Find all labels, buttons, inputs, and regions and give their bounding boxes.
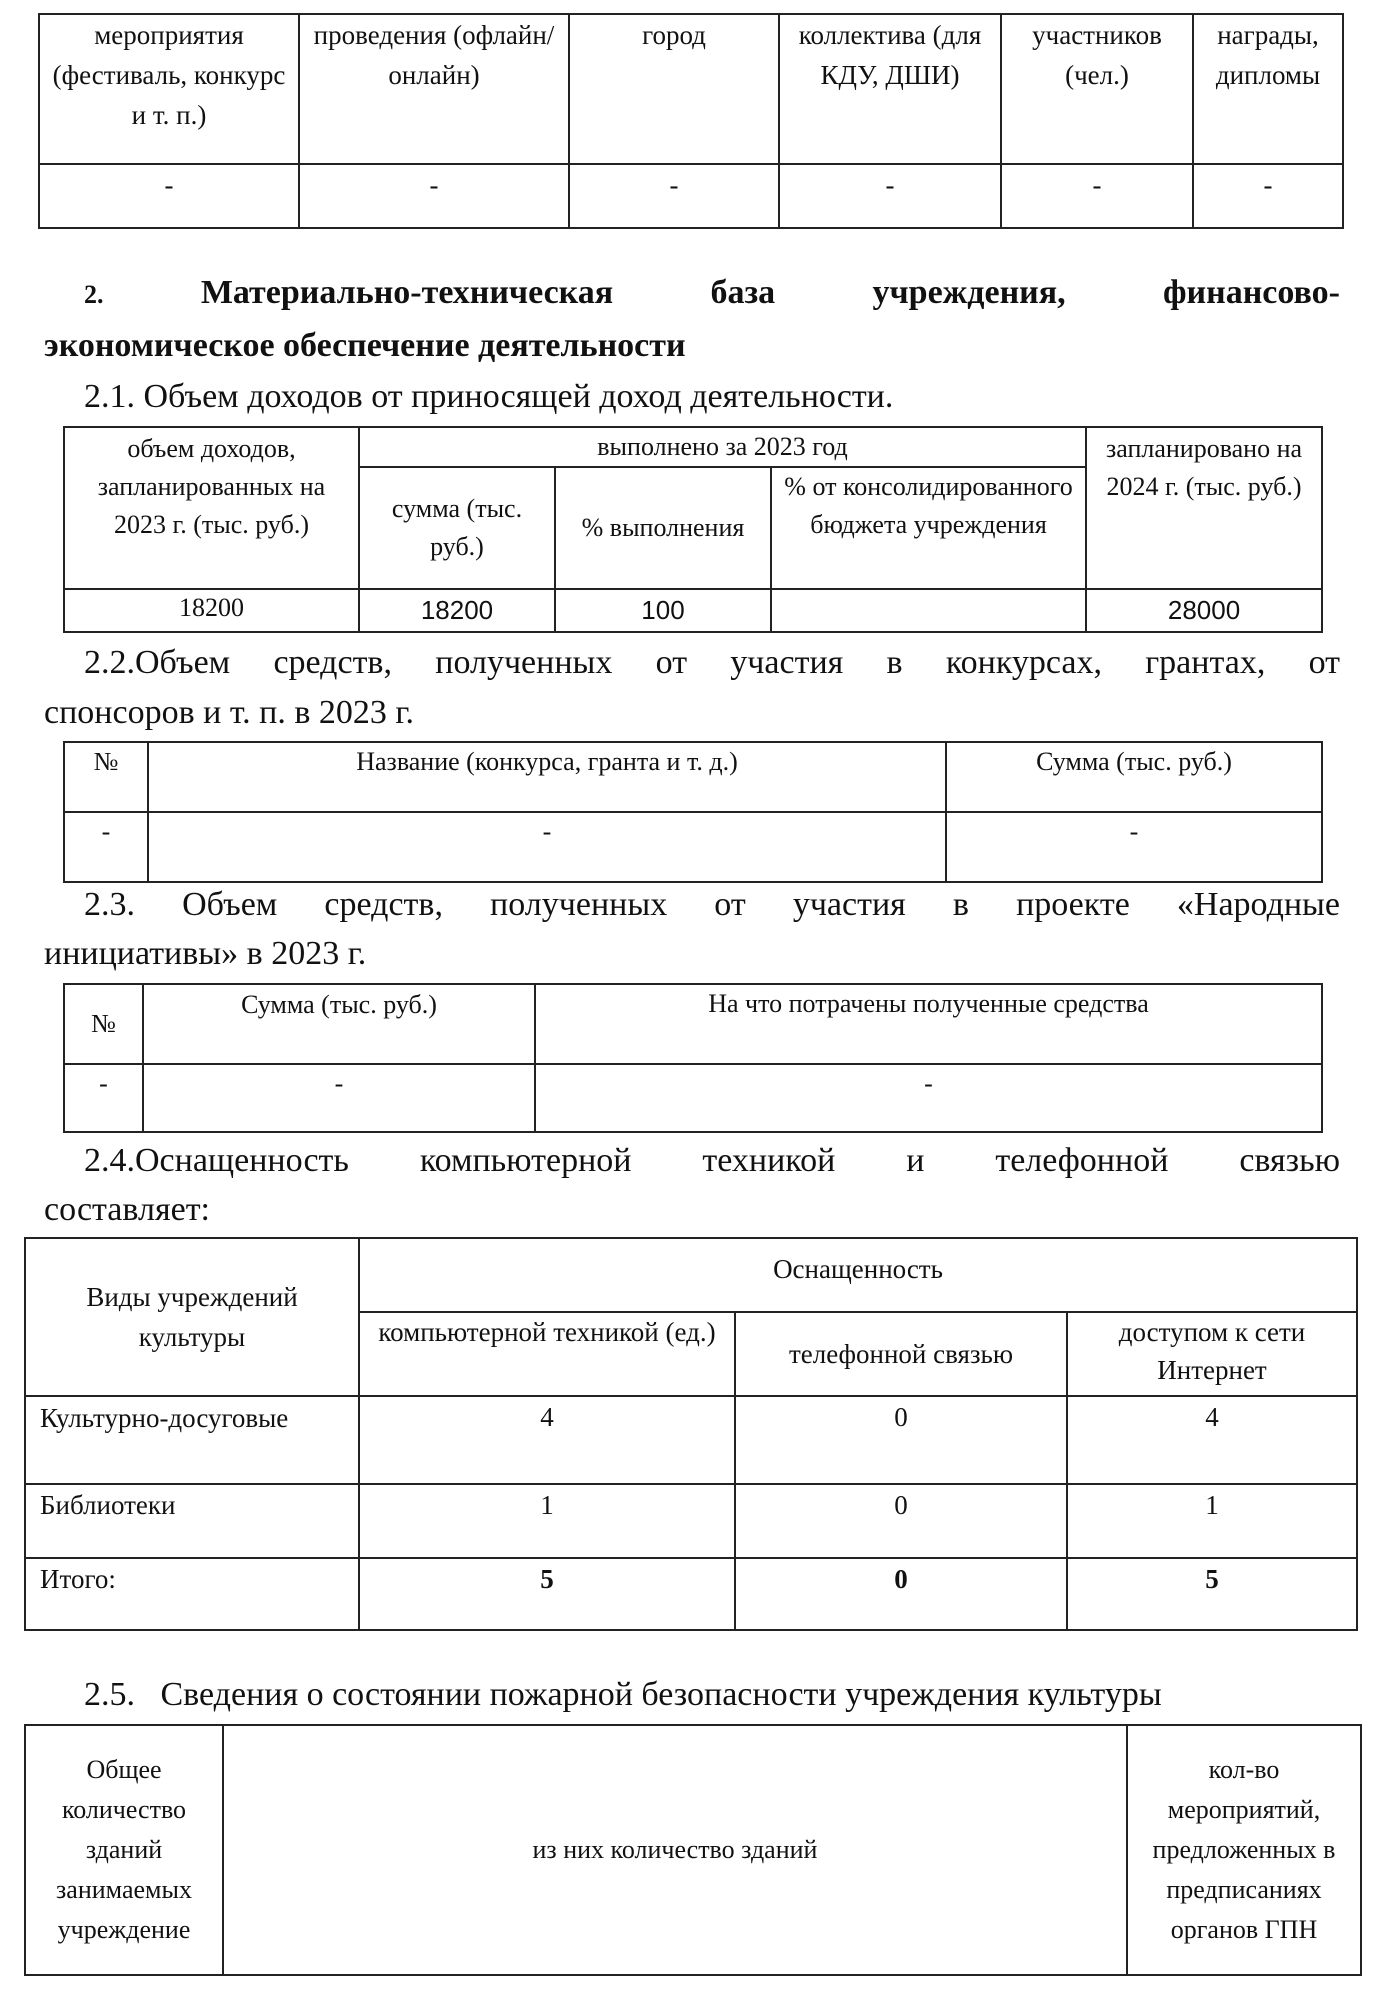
table-row — [64, 589, 1322, 632]
table-cell: 0 — [735, 1396, 1067, 1484]
header-cell: Оснащенность — [359, 1238, 1357, 1312]
fire-safety-table — [24, 1724, 1362, 1976]
table-cell: 1 — [1067, 1484, 1357, 1558]
section-2-3-line1: 2.3. Объем средств, полученных от участия в проекте «Народные — [84, 886, 1340, 923]
table-row — [25, 1396, 1357, 1484]
events-table — [38, 13, 1344, 229]
table-cell: - — [64, 1064, 143, 1132]
table-cell: 4 — [359, 1396, 735, 1484]
table-cell: 100 — [555, 589, 771, 632]
header-cell: Виды учреждений культуры — [25, 1238, 359, 1396]
table-cell: 5 — [1067, 1558, 1357, 1630]
table-header-row — [64, 427, 1322, 467]
section-2-2-line2: спонсоров и т. п. в 2023 г. — [44, 694, 414, 731]
table-cell: 18200 — [64, 589, 359, 632]
header-cell: награды, дипломы — [1193, 14, 1343, 164]
table-cell: - — [299, 164, 569, 228]
table-cell: 5 — [359, 1558, 735, 1630]
section-2-3-line2: инициативы» в 2023 г. — [44, 935, 367, 972]
header-cell: сумма (тыс. руб.) — [359, 467, 555, 589]
table-row — [25, 1484, 1357, 1558]
header-cell: кол-во мероприятий, предложенных в предписаниях органов ГПН — [1127, 1725, 1361, 1975]
header-cell: из них количество зданий — [223, 1725, 1127, 1975]
header-cell: Общее количество зданий занимаемых учреждение — [25, 1725, 223, 1975]
header-cell: объем доходов, запланированных на 2023 г. (тыс. руб.) — [64, 427, 359, 589]
section-2-4-line2: составляет: — [44, 1191, 210, 1228]
table-cell: 18200 — [359, 589, 555, 632]
header-cell: № — [64, 984, 143, 1064]
row-label: Культурно-досуговые — [25, 1396, 359, 1484]
header-cell: На что потрачены полученные средства — [535, 984, 1322, 1064]
table-cell: 1 — [359, 1484, 735, 1558]
table-cell: - — [946, 812, 1322, 882]
section-2-title-text: Материально-техническая база учреждения, финансово- — [200, 274, 1340, 311]
income-table — [63, 426, 1323, 633]
header-cell: выполнено за 2023 год — [359, 427, 1086, 467]
table-header-row — [64, 984, 1322, 1064]
row-label: Итого: — [25, 1558, 359, 1630]
header-cell: % выполнения — [555, 467, 771, 589]
initiatives-table — [63, 983, 1323, 1133]
header-cell: Название (конкурса, гранта и т. д.) — [148, 742, 946, 812]
table-cell: - — [64, 812, 148, 882]
table-cell: - — [569, 164, 779, 228]
table-cell: 0 — [735, 1484, 1067, 1558]
section-2-1-heading: 2.1. Объем доходов от приносящей доход деятельности. — [84, 378, 894, 415]
section-2-5-heading: 2.5. Сведения о состоянии пожарной безопасности учреждения культуры — [84, 1676, 1162, 1713]
table-cell: - — [779, 164, 1001, 228]
table-row — [64, 812, 1322, 882]
table-cell: - — [1193, 164, 1343, 228]
table-cell: - — [148, 812, 946, 882]
header-cell: доступом к сети Интернет — [1067, 1312, 1357, 1396]
section-2-2-line1: 2.2.Объем средств, полученных от участия в конкурсах, грантах, от — [84, 644, 1340, 681]
table-row — [25, 1558, 1357, 1630]
header-cell: запланировано на 2024 г. (тыс. руб.) — [1086, 427, 1322, 589]
header-cell: № — [64, 742, 148, 812]
table-row — [39, 164, 1343, 228]
equipment-table — [24, 1237, 1358, 1631]
header-cell: телефонной связью — [735, 1312, 1067, 1396]
table-header-row — [25, 1725, 1361, 1975]
section-2-4-line1: 2.4.Оснащенность компьютерной техникой и телефонной связью — [84, 1142, 1340, 1179]
table-cell — [771, 589, 1086, 632]
table-header-row — [39, 14, 1343, 164]
section-2-number: 2. — [84, 280, 104, 309]
header-cell: проведения (офлайн/онлайн) — [299, 14, 569, 164]
header-cell: Сумма (тыс. руб.) — [143, 984, 535, 1064]
header-cell: Сумма (тыс. руб.) — [946, 742, 1322, 812]
table-row — [64, 1064, 1322, 1132]
header-cell: % от консолидированного бюджета учреждения — [771, 467, 1086, 589]
table-cell: 4 — [1067, 1396, 1357, 1484]
table-cell: 28000 — [1086, 589, 1322, 632]
header-cell: участников (чел.) — [1001, 14, 1193, 164]
table-cell: 0 — [735, 1558, 1067, 1630]
table-header-row — [25, 1238, 1357, 1312]
header-cell: коллектива (для КДУ, ДШИ) — [779, 14, 1001, 164]
table-cell: - — [39, 164, 299, 228]
header-cell: мероприятия (фестиваль, конкурс и т. п.) — [39, 14, 299, 164]
section-2-title-line2: экономическое обеспечение деятельности — [44, 327, 686, 364]
table-cell: - — [143, 1064, 535, 1132]
grants-table — [63, 741, 1323, 883]
section-2-title-line1 — [44, 268, 1340, 320]
header-cell: компьютерной техникой (ед.) — [359, 1312, 735, 1396]
row-label: Библиотеки — [25, 1484, 359, 1558]
header-cell: город — [569, 14, 779, 164]
table-cell: - — [535, 1064, 1322, 1132]
table-cell: - — [1001, 164, 1193, 228]
table-header-row — [64, 742, 1322, 812]
